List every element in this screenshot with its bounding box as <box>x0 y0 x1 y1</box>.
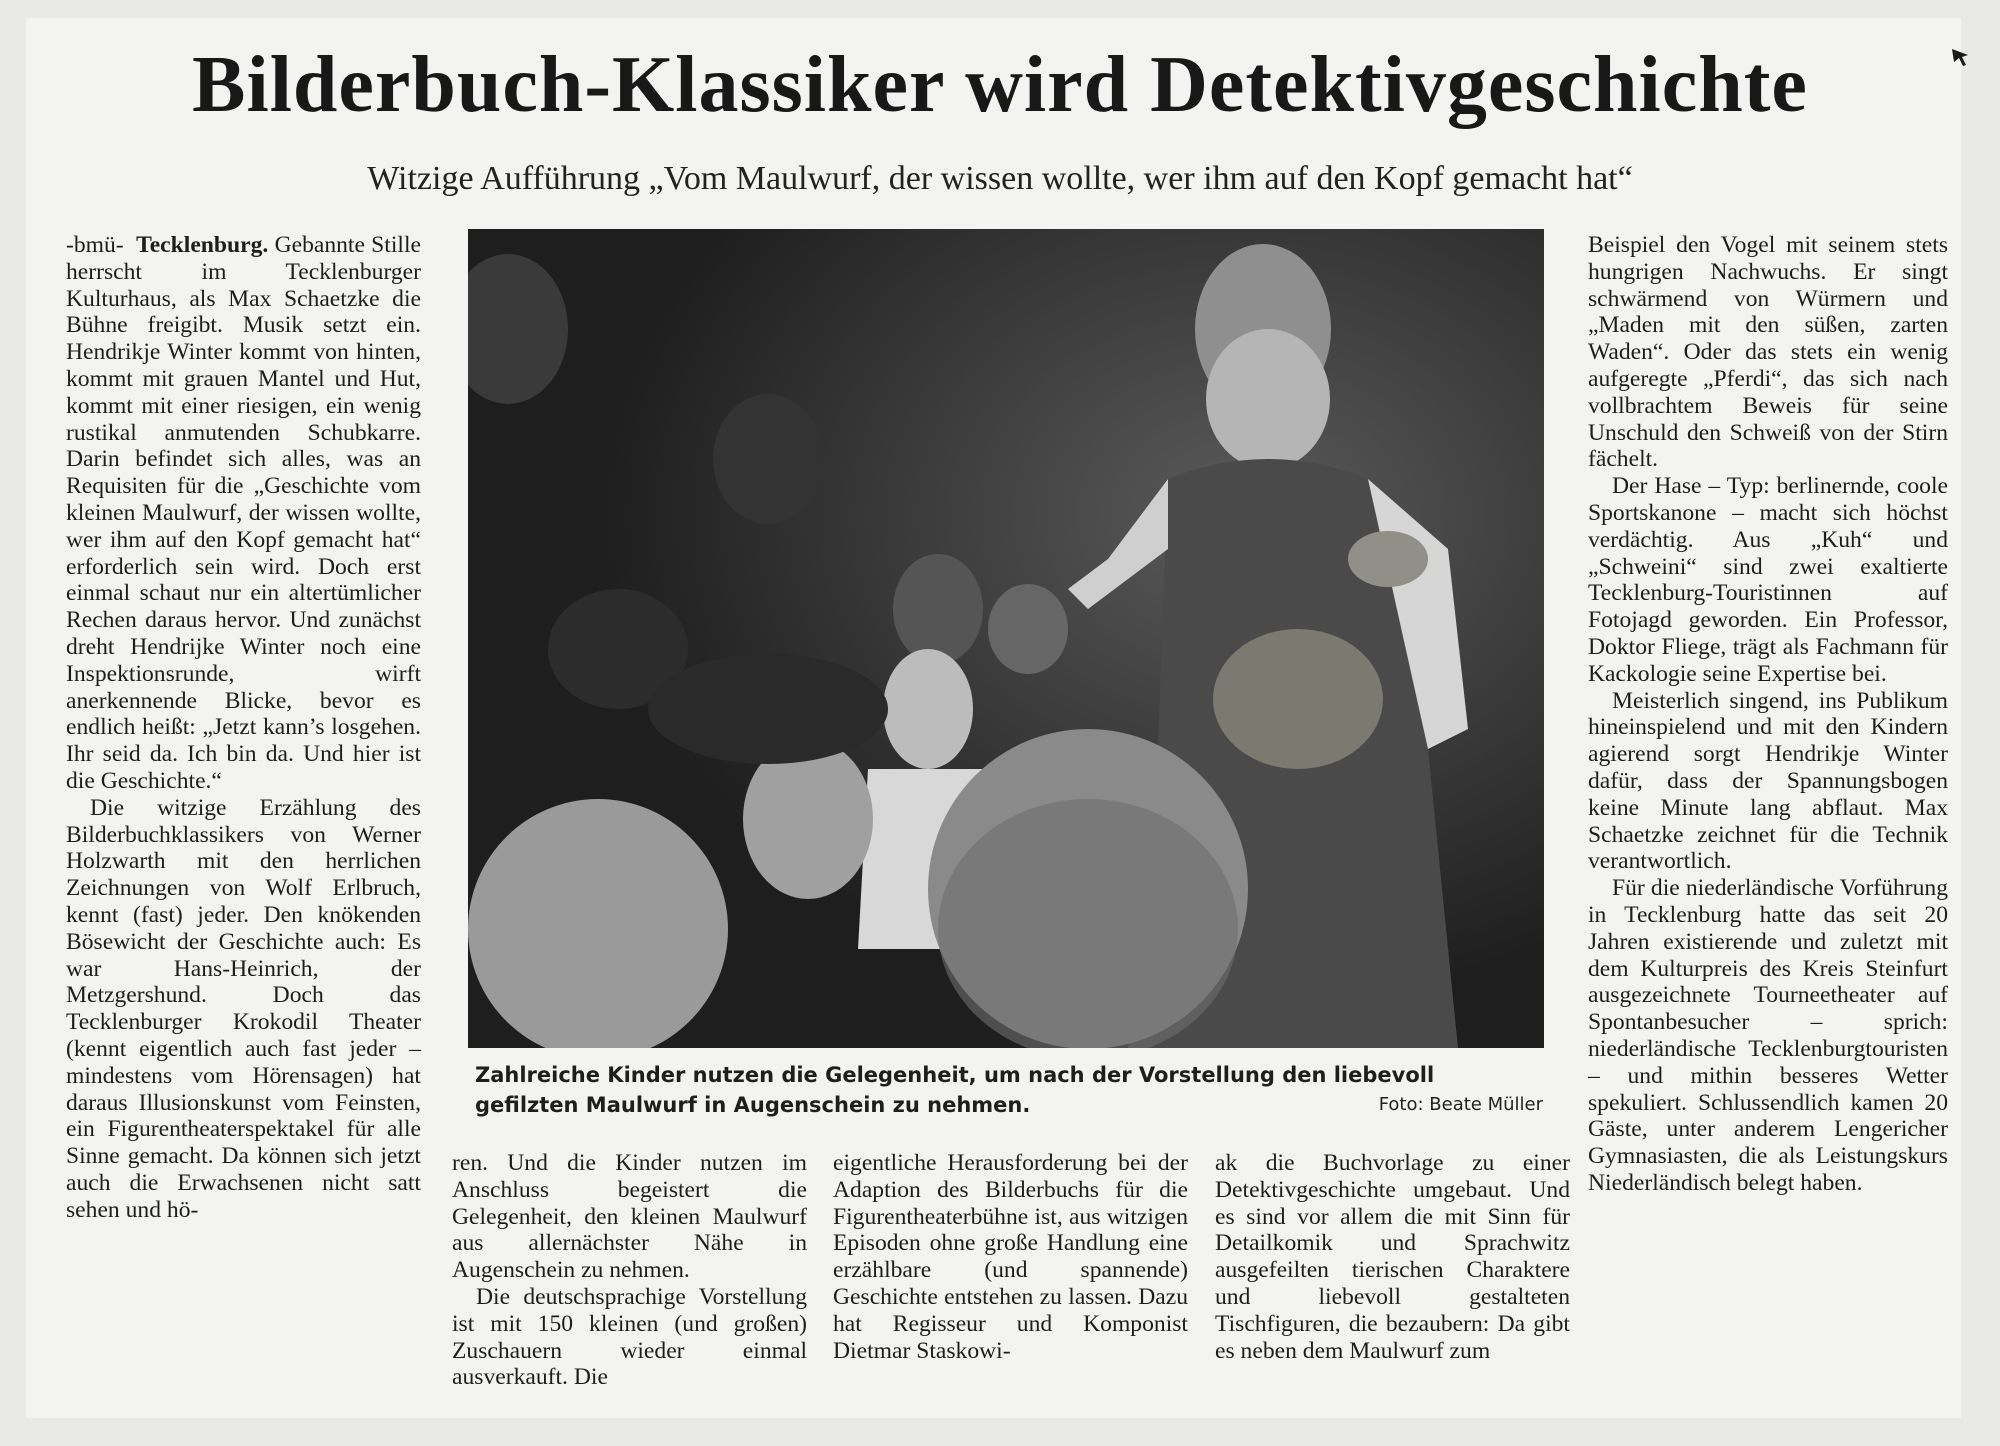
article-column-1 <box>66 232 421 1223</box>
article-paragraph <box>66 232 421 795</box>
article-paragraph: eigentliche Herausforderung bei der Adaption des Bilderbuchs für die Figurentheaterbühne ist, aus witzigen Episoden ohne große Handlung eine erzählbare (und spannende) Geschichte entstehen zu lassen. Dazu hat Regisseur und Komponist Dietmar Staskowi- <box>833 1150 1188 1364</box>
photo-image <box>468 229 1544 1048</box>
article-column-4 <box>1215 1150 1570 1364</box>
photo-credit: Foto: Beate Müller <box>1378 1094 1543 1115</box>
article-paragraph: Für die niederländische Vorführung in Tecklenburg hatte das seit 20 Jahren existierende und zuletzt mit dem Kulturpreis des Kreis Steinfurt ausgezeichnete Tourneetheater auf Spontanbesucher – sprich: niederländische Tecklenburgtouristen – und mithin besseres Wetter spekuliert. Schlussendlich kamen 20 Gäste, unter anderem Lengericher Gymnasiasten, die als Leistungskurs Niederländisch belegt haben. <box>1588 875 1948 1196</box>
article-paragraph: Die witzige Erzählung des Bilderbuchklassikers von Werner Holzwarth mit den herrlichen Zeichnungen von Wolf Erlbruch, kennt (fast) jeder. Den knökenden Bösewicht der Geschichte auch: Es war Hans-Heinrich, der Metzgershund. Doch das Tecklenburger Krokodil Theater (kennt eigentlich auch fast jeder – mindestens vom Hörensagen) hat daraus Illusionskunst vom Feinsten, ein Figurentheaterspektakel für alle Sinne gemacht. Da können sich jetzt auch die Erwachsenen nicht satt sehen und hö- <box>66 794 421 1223</box>
article-paragraph: Beispiel den Vogel mit seinem stets hungrigen Nachwuchs. Er singt schwärmend von Würmern und „Maden mit den süßen, zarten Waden“. Oder das stets ein wenig aufgeregte „Pferdi“, das sich nach vollbrachtem Beweis für seine Unschuld den Schweiß von der Stirn fächelt. <box>1588 232 1948 473</box>
photo-caption: Zahlreiche Kinder nutzen die Gelegenheit, um nach der Vorstellung den liebevoll gefilzten Maulwurf in Augenschein zu nehmen. <box>475 1063 1435 1117</box>
article-paragraph: Der Hase – Typ: berlinernde, coole Sportskanone – macht sich höchst verdächtig. Aus „Kuh“ und „Schweini“ sind zwei exaltierte Tecklenburg-Touristinnen auf Fotojagd geworden. Ein Professor, Doktor Fliege, trägt als Fachmann für Kackologie seine Expertise bei. <box>1588 473 1948 687</box>
article-column-5 <box>1588 232 1948 1197</box>
author-tag: -bmü- <box>66 232 124 258</box>
article-paragraph: ren. Und die Kinder nutzen im Anschluss begeistert die Gelegenheit, den kleinen Maulwurf aus allernächster Nähe in Augenschein zu nehmen. <box>452 1150 807 1284</box>
subheadline: Witzige Aufführung „Vom Maulwurf, der wissen wollte, wer ihm auf den Kopf gemacht hat“ <box>367 160 1633 197</box>
article-paragraph: ak die Buchvorlage zu einer Detektivgeschichte umgebaut. Und es sind vor allem die mit Sinn für Detailkomik und Sprachwitz ausgefeilten tierischen Charaktere und liebevoll gestalteten Tischfiguren, die bezaubern: Da gibt es neben dem Maulwurf zum <box>1215 1150 1570 1364</box>
dateline: Tecklenburg. <box>136 232 269 258</box>
article-column-3 <box>833 1150 1188 1364</box>
article-photo <box>468 229 1544 1048</box>
article-paragraph: Meisterlich singend, ins Publikum hineinspielend und mit den Kindern agierend sorgt Hendrikje Winter dafür, dass der Spannungsbogen keine Minute lang abflaut. Max Schaetzke zeichnet für die Technik verantwortlich. <box>1588 687 1948 875</box>
article-column-2 <box>452 1150 807 1391</box>
headline: Bilderbuch-Klassiker wird Detektivgeschichte <box>192 41 1808 129</box>
article-paragraph: Die deutschsprachige Vorstellung ist mit 150 kleinen (und großen) Zuschauern wieder einmal ausverkauft. Die <box>452 1283 807 1391</box>
paragraph-text: Gebannte Stille herrscht im Tecklenburger Kulturhaus, als Max Schaetzke die Bühne freigibt. Musik setzt ein. Hendrikje Winter kommt von hinten, kommt mit grauen Mantel und Hut, kommt mit einer riesigen, ein wenig rustikal anmutenden Schubkarre. Darin befindet sich alles, was an Requisiten für die „Geschichte vom kleinen Maulwurf, der wissen wollte, wer ihm auf den Kopf gemacht hat“ erforderlich sein wird. Doch erst einmal schaut nur ein altertümlicher Rechen daraus hervor. Und zunächst dreht Hendrijke Winter noch eine Inspektionsrunde, wirft anerkennende Blicke, bevor es endlich heißt: „Jetzt kann’s losgehen. Ihr seid da. Ich bin da. Und hier ist die Geschichte.“ <box>66 232 421 794</box>
scan-corner-mark-icon <box>1950 45 1972 67</box>
